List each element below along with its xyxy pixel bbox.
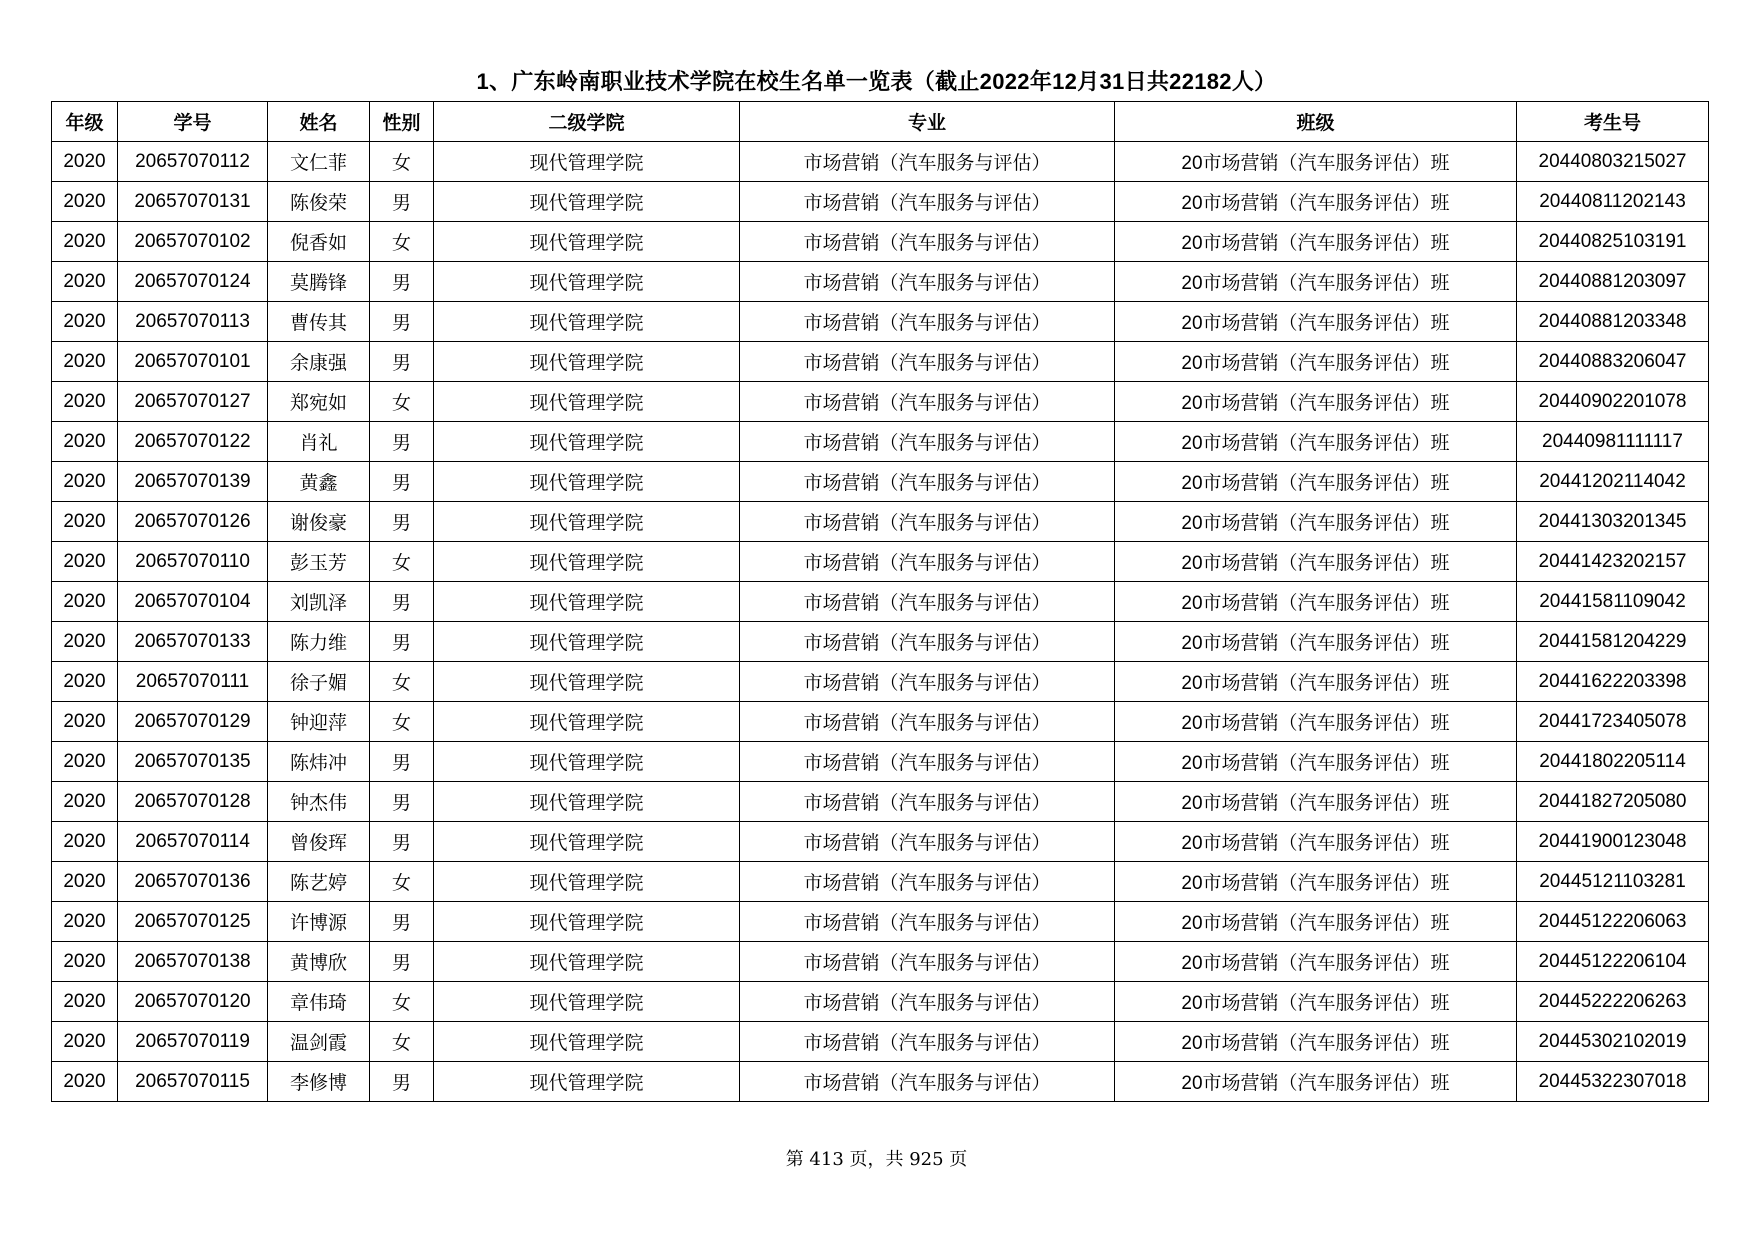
table-row (52, 422, 1709, 462)
page-number-footer: 第 413 页，共 925 页 (785, 1149, 968, 1170)
table-row (52, 582, 1709, 622)
cell-gender: 男 (370, 302, 434, 342)
cell-college: 现代管理学院 (434, 142, 740, 182)
cell-exam-number: 20441303201345 (1517, 502, 1709, 542)
cell-student-id: 20657070125 (118, 902, 268, 942)
cell-class: 20市场营销（汽车服务评估）班 (1115, 942, 1517, 982)
cell-major: 市场营销（汽车服务与评估） (740, 542, 1115, 582)
cell-college: 现代管理学院 (434, 342, 740, 382)
cell-class: 20市场营销（汽车服务评估）班 (1115, 542, 1517, 582)
cell-exam-number: 20441827205080 (1517, 782, 1709, 822)
cell-student-id: 20657070124 (118, 262, 268, 302)
cell-class: 20市场营销（汽车服务评估）班 (1115, 982, 1517, 1022)
cell-college: 现代管理学院 (434, 1022, 740, 1062)
cell-exam-number: 20441622203398 (1517, 662, 1709, 702)
cell-college: 现代管理学院 (434, 622, 740, 662)
cell-class: 20市场营销（汽车服务评估）班 (1115, 702, 1517, 742)
table-row (52, 142, 1709, 182)
cell-name: 钟杰伟 (268, 782, 370, 822)
cell-student-id: 20657070133 (118, 622, 268, 662)
cell-college: 现代管理学院 (434, 502, 740, 542)
cell-class: 20市场营销（汽车服务评估）班 (1115, 902, 1517, 942)
cell-college: 现代管理学院 (434, 422, 740, 462)
cell-major: 市场营销（汽车服务与评估） (740, 422, 1115, 462)
cell-exam-number: 20440825103191 (1517, 222, 1709, 262)
cell-class: 20市场营销（汽车服务评估）班 (1115, 222, 1517, 262)
cell-student-id: 20657070115 (118, 1062, 268, 1102)
table-row (52, 662, 1709, 702)
page-title: 1、广东岭南职业技术学院在校生名单一览表（截止2022年12月31日共22182人） (476, 69, 1277, 94)
cell-name: 钟迎萍 (268, 702, 370, 742)
cell-name: 倪香如 (268, 222, 370, 262)
cell-student-id: 20657070101 (118, 342, 268, 382)
cell-exam-number: 20441202114042 (1517, 462, 1709, 502)
cell-name: 余康强 (268, 342, 370, 382)
table-row (52, 222, 1709, 262)
cell-major: 市场营销（汽车服务与评估） (740, 662, 1115, 702)
cell-gender: 女 (370, 662, 434, 702)
cell-college: 现代管理学院 (434, 462, 740, 502)
cell-student-id: 20657070120 (118, 982, 268, 1022)
cell-college: 现代管理学院 (434, 302, 740, 342)
cell-college: 现代管理学院 (434, 582, 740, 622)
column-header-name: 姓名 (268, 102, 370, 142)
table-row (52, 182, 1709, 222)
cell-college: 现代管理学院 (434, 382, 740, 422)
table-row (52, 262, 1709, 302)
cell-student-id: 20657070102 (118, 222, 268, 262)
cell-college: 现代管理学院 (434, 902, 740, 942)
column-header-grade: 年级 (52, 102, 118, 142)
table-row (52, 462, 1709, 502)
cell-student-id: 20657070129 (118, 702, 268, 742)
cell-major: 市场营销（汽车服务与评估） (740, 582, 1115, 622)
table-row (52, 622, 1709, 662)
cell-name: 许博源 (268, 902, 370, 942)
cell-major: 市场营销（汽车服务与评估） (740, 142, 1115, 182)
cell-grade: 2020 (52, 1062, 118, 1102)
cell-gender: 男 (370, 782, 434, 822)
column-header-exam-number: 考生号 (1517, 102, 1709, 142)
cell-major: 市场营销（汽车服务与评估） (740, 702, 1115, 742)
cell-grade: 2020 (52, 342, 118, 382)
cell-college: 现代管理学院 (434, 742, 740, 782)
table-row (52, 782, 1709, 822)
cell-exam-number: 20440902201078 (1517, 382, 1709, 422)
cell-class: 20市场营销（汽车服务评估）班 (1115, 582, 1517, 622)
cell-gender: 男 (370, 742, 434, 782)
cell-name: 徐子媚 (268, 662, 370, 702)
cell-class: 20市场营销（汽车服务评估）班 (1115, 302, 1517, 342)
cell-name: 谢俊豪 (268, 502, 370, 542)
cell-exam-number: 20445302102019 (1517, 1022, 1709, 1062)
cell-grade: 2020 (52, 262, 118, 302)
cell-exam-number: 20445121103281 (1517, 862, 1709, 902)
cell-college: 现代管理学院 (434, 1062, 740, 1102)
cell-name: 陈炜冲 (268, 742, 370, 782)
cell-gender: 女 (370, 142, 434, 182)
cell-exam-number: 20445122206063 (1517, 902, 1709, 942)
cell-name: 章伟琦 (268, 982, 370, 1022)
table-row (52, 1062, 1709, 1102)
cell-class: 20市场营销（汽车服务评估）班 (1115, 622, 1517, 662)
cell-class: 20市场营销（汽车服务评估）班 (1115, 1022, 1517, 1062)
cell-major: 市场营销（汽车服务与评估） (740, 782, 1115, 822)
cell-student-id: 20657070104 (118, 582, 268, 622)
table-row (52, 502, 1709, 542)
cell-grade: 2020 (52, 462, 118, 502)
cell-grade: 2020 (52, 622, 118, 662)
column-header-student-id: 学号 (118, 102, 268, 142)
cell-gender: 女 (370, 222, 434, 262)
cell-class: 20市场营销（汽车服务评估）班 (1115, 782, 1517, 822)
cell-gender: 男 (370, 422, 434, 462)
cell-gender: 男 (370, 502, 434, 542)
cell-grade: 2020 (52, 182, 118, 222)
cell-college: 现代管理学院 (434, 982, 740, 1022)
cell-gender: 女 (370, 1022, 434, 1062)
cell-class: 20市场营销（汽车服务评估）班 (1115, 502, 1517, 542)
cell-gender: 女 (370, 382, 434, 422)
cell-class: 20市场营销（汽车服务评估）班 (1115, 382, 1517, 422)
cell-grade: 2020 (52, 862, 118, 902)
table-row (52, 542, 1709, 582)
cell-exam-number: 20441900123048 (1517, 822, 1709, 862)
cell-grade: 2020 (52, 982, 118, 1022)
cell-student-id: 20657070110 (118, 542, 268, 582)
cell-grade: 2020 (52, 222, 118, 262)
table-row (52, 822, 1709, 862)
cell-gender: 男 (370, 262, 434, 302)
cell-name: 曹传其 (268, 302, 370, 342)
cell-grade: 2020 (52, 822, 118, 862)
cell-class: 20市场营销（汽车服务评估）班 (1115, 142, 1517, 182)
cell-college: 现代管理学院 (434, 182, 740, 222)
cell-exam-number: 20445122206104 (1517, 942, 1709, 982)
cell-name: 郑宛如 (268, 382, 370, 422)
cell-major: 市场营销（汽车服务与评估） (740, 502, 1115, 542)
cell-gender: 男 (370, 1062, 434, 1102)
cell-grade: 2020 (52, 662, 118, 702)
cell-major: 市场营销（汽车服务与评估） (740, 942, 1115, 982)
table-header-row (52, 102, 1709, 142)
cell-exam-number: 20441423202157 (1517, 542, 1709, 582)
column-header-college: 二级学院 (434, 102, 740, 142)
cell-major: 市场营销（汽车服务与评估） (740, 1022, 1115, 1062)
cell-exam-number: 20445322307018 (1517, 1062, 1709, 1102)
cell-exam-number: 20440981111117 (1517, 422, 1709, 462)
cell-name: 陈艺婷 (268, 862, 370, 902)
cell-gender: 女 (370, 542, 434, 582)
cell-student-id: 20657070138 (118, 942, 268, 982)
cell-major: 市场营销（汽车服务与评估） (740, 622, 1115, 662)
cell-college: 现代管理学院 (434, 702, 740, 742)
cell-grade: 2020 (52, 502, 118, 542)
cell-student-id: 20657070126 (118, 502, 268, 542)
cell-student-id: 20657070127 (118, 382, 268, 422)
cell-major: 市场营销（汽车服务与评估） (740, 822, 1115, 862)
cell-exam-number: 20441802205114 (1517, 742, 1709, 782)
cell-name: 肖礼 (268, 422, 370, 462)
cell-gender: 男 (370, 822, 434, 862)
cell-major: 市场营销（汽车服务与评估） (740, 1062, 1115, 1102)
table-row (52, 702, 1709, 742)
cell-exam-number: 20445222206263 (1517, 982, 1709, 1022)
cell-exam-number: 20441723405078 (1517, 702, 1709, 742)
table-row (52, 342, 1709, 382)
cell-class: 20市场营销（汽车服务评估）班 (1115, 342, 1517, 382)
cell-student-id: 20657070113 (118, 302, 268, 342)
table-row (52, 982, 1709, 1022)
cell-gender: 男 (370, 342, 434, 382)
cell-college: 现代管理学院 (434, 662, 740, 702)
cell-name: 黄博欣 (268, 942, 370, 982)
cell-exam-number: 20440881203097 (1517, 262, 1709, 302)
cell-name: 彭玉芳 (268, 542, 370, 582)
table-row (52, 862, 1709, 902)
cell-class: 20市场营销（汽车服务评估）班 (1115, 1062, 1517, 1102)
cell-student-id: 20657070128 (118, 782, 268, 822)
table-row (52, 302, 1709, 342)
cell-name: 温剑霞 (268, 1022, 370, 1062)
cell-major: 市场营销（汽车服务与评估） (740, 742, 1115, 782)
cell-grade: 2020 (52, 422, 118, 462)
table-row (52, 942, 1709, 982)
cell-grade: 2020 (52, 142, 118, 182)
cell-gender: 男 (370, 182, 434, 222)
cell-grade: 2020 (52, 902, 118, 942)
cell-college: 现代管理学院 (434, 862, 740, 902)
cell-gender: 男 (370, 462, 434, 502)
cell-exam-number: 20441581109042 (1517, 582, 1709, 622)
cell-major: 市场营销（汽车服务与评估） (740, 222, 1115, 262)
cell-name: 莫腾锋 (268, 262, 370, 302)
cell-name: 曾俊珲 (268, 822, 370, 862)
cell-name: 李修博 (268, 1062, 370, 1102)
cell-name: 黄鑫 (268, 462, 370, 502)
cell-class: 20市场营销（汽车服务评估）班 (1115, 462, 1517, 502)
cell-student-id: 20657070131 (118, 182, 268, 222)
cell-major: 市场营销（汽车服务与评估） (740, 342, 1115, 382)
cell-college: 现代管理学院 (434, 542, 740, 582)
column-header-major: 专业 (740, 102, 1115, 142)
cell-exam-number: 20440803215027 (1517, 142, 1709, 182)
column-header-class: 班级 (1115, 102, 1517, 142)
cell-student-id: 20657070136 (118, 862, 268, 902)
cell-grade: 2020 (52, 942, 118, 982)
cell-college: 现代管理学院 (434, 222, 740, 262)
cell-grade: 2020 (52, 382, 118, 422)
cell-class: 20市场营销（汽车服务评估）班 (1115, 422, 1517, 462)
cell-name: 陈俊荣 (268, 182, 370, 222)
table-row (52, 902, 1709, 942)
cell-major: 市场营销（汽车服务与评估） (740, 862, 1115, 902)
cell-major: 市场营销（汽车服务与评估） (740, 382, 1115, 422)
cell-class: 20市场营销（汽车服务评估）班 (1115, 742, 1517, 782)
cell-name: 文仁菲 (268, 142, 370, 182)
cell-major: 市场营销（汽车服务与评估） (740, 182, 1115, 222)
cell-class: 20市场营销（汽车服务评估）班 (1115, 862, 1517, 902)
cell-class: 20市场营销（汽车服务评估）班 (1115, 662, 1517, 702)
cell-college: 现代管理学院 (434, 822, 740, 862)
cell-major: 市场营销（汽车服务与评估） (740, 302, 1115, 342)
cell-student-id: 20657070122 (118, 422, 268, 462)
cell-grade: 2020 (52, 542, 118, 582)
cell-grade: 2020 (52, 582, 118, 622)
cell-exam-number: 20440883206047 (1517, 342, 1709, 382)
cell-class: 20市场营销（汽车服务评估）班 (1115, 822, 1517, 862)
cell-college: 现代管理学院 (434, 782, 740, 822)
cell-grade: 2020 (52, 702, 118, 742)
cell-student-id: 20657070119 (118, 1022, 268, 1062)
cell-name: 刘凯泽 (268, 582, 370, 622)
cell-gender: 男 (370, 942, 434, 982)
table-row (52, 1022, 1709, 1062)
cell-college: 现代管理学院 (434, 942, 740, 982)
cell-gender: 女 (370, 702, 434, 742)
cell-exam-number: 20440881203348 (1517, 302, 1709, 342)
column-header-gender: 性别 (370, 102, 434, 142)
cell-class: 20市场营销（汽车服务评估）班 (1115, 182, 1517, 222)
cell-exam-number: 20441581204229 (1517, 622, 1709, 662)
table-row (52, 382, 1709, 422)
cell-student-id: 20657070114 (118, 822, 268, 862)
cell-student-id: 20657070111 (118, 662, 268, 702)
table-row (52, 742, 1709, 782)
table-body (52, 142, 1709, 1102)
cell-major: 市场营销（汽车服务与评估） (740, 982, 1115, 1022)
cell-grade: 2020 (52, 1022, 118, 1062)
cell-gender: 女 (370, 862, 434, 902)
cell-name: 陈力维 (268, 622, 370, 662)
cell-exam-number: 20440811202143 (1517, 182, 1709, 222)
cell-major: 市场营销（汽车服务与评估） (740, 462, 1115, 502)
cell-grade: 2020 (52, 782, 118, 822)
cell-gender: 男 (370, 902, 434, 942)
cell-grade: 2020 (52, 742, 118, 782)
cell-gender: 男 (370, 622, 434, 662)
cell-class: 20市场营销（汽车服务评估）班 (1115, 262, 1517, 302)
cell-student-id: 20657070135 (118, 742, 268, 782)
cell-major: 市场营销（汽车服务与评估） (740, 902, 1115, 942)
cell-grade: 2020 (52, 302, 118, 342)
student-roster-table (51, 101, 1709, 1102)
cell-student-id: 20657070112 (118, 142, 268, 182)
cell-student-id: 20657070139 (118, 462, 268, 502)
cell-major: 市场营销（汽车服务与评估） (740, 262, 1115, 302)
cell-gender: 男 (370, 582, 434, 622)
cell-college: 现代管理学院 (434, 262, 740, 302)
cell-gender: 女 (370, 982, 434, 1022)
